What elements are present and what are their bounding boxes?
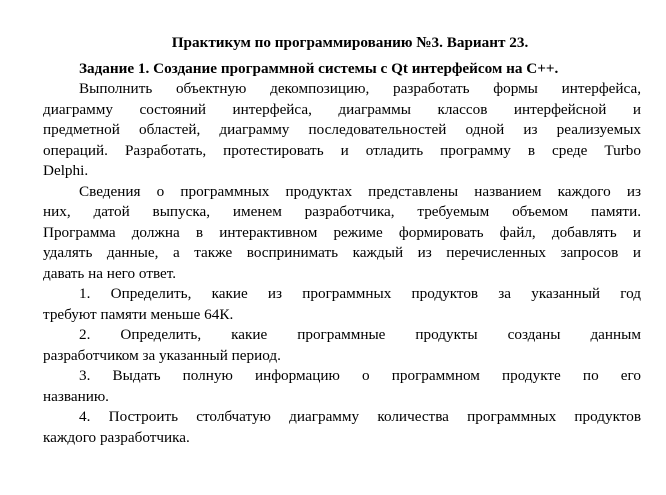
query-line: разработчиком за указанный период. bbox=[43, 346, 281, 364]
query-line: 4. Построить столбчатую диаграмму количества программных продуктов bbox=[79, 408, 641, 425]
query-line: 1. Определить, какие из программных продуктов за указанный год bbox=[79, 285, 641, 302]
query-line: названию. bbox=[43, 387, 109, 405]
description-line: давать на него ответ. bbox=[43, 264, 177, 282]
query-line: требуют памяти меньше 64К. bbox=[43, 305, 234, 323]
task-line: предметной областей, диаграмму последовательностей одной из реализуемых bbox=[43, 121, 641, 138]
query-1 bbox=[43, 284, 641, 325]
description-line: Сведения о программных продуктах представлены названием каждого из bbox=[79, 182, 641, 200]
query-line: 2. Определить, какие программные продукты созданы данным bbox=[79, 326, 641, 343]
document-page bbox=[43, 33, 641, 448]
task-line: Delphi. bbox=[43, 162, 89, 179]
description-line: Программа должна в интерактивном режиме формировать файл, добавлять и bbox=[43, 223, 641, 241]
task-line: Выполнить объектную декомпозицию, разработать формы интерфейса, bbox=[79, 80, 641, 97]
task-line: диаграмму состояний интерфейса, диаграммы классов интерфейсной и bbox=[43, 100, 641, 118]
query-2 bbox=[43, 325, 641, 366]
description-paragraph bbox=[43, 182, 641, 285]
document-title: Практикум по программированию №3. Вариант 23. bbox=[171, 34, 529, 51]
query-4 bbox=[43, 407, 641, 448]
query-line: 3. Выдать полную информацию о программном продукте по его bbox=[79, 367, 641, 384]
description-line: них, датой выпуска, именем разработчика, требуемым объемом памяти. bbox=[43, 203, 641, 220]
task-heading: Задание 1. Создание программной системы с Qt интерфейсом на C++. bbox=[79, 59, 559, 77]
query-3 bbox=[43, 366, 641, 407]
task-paragraph bbox=[43, 59, 641, 182]
description-line: удалять данные, а также воспринимать каждый из перечисленных запросов и bbox=[43, 244, 641, 261]
task-line: операций. Разработать, протестировать и отладить программу в среде Turbo bbox=[43, 141, 641, 159]
query-line: каждого разработчика. bbox=[43, 428, 190, 446]
